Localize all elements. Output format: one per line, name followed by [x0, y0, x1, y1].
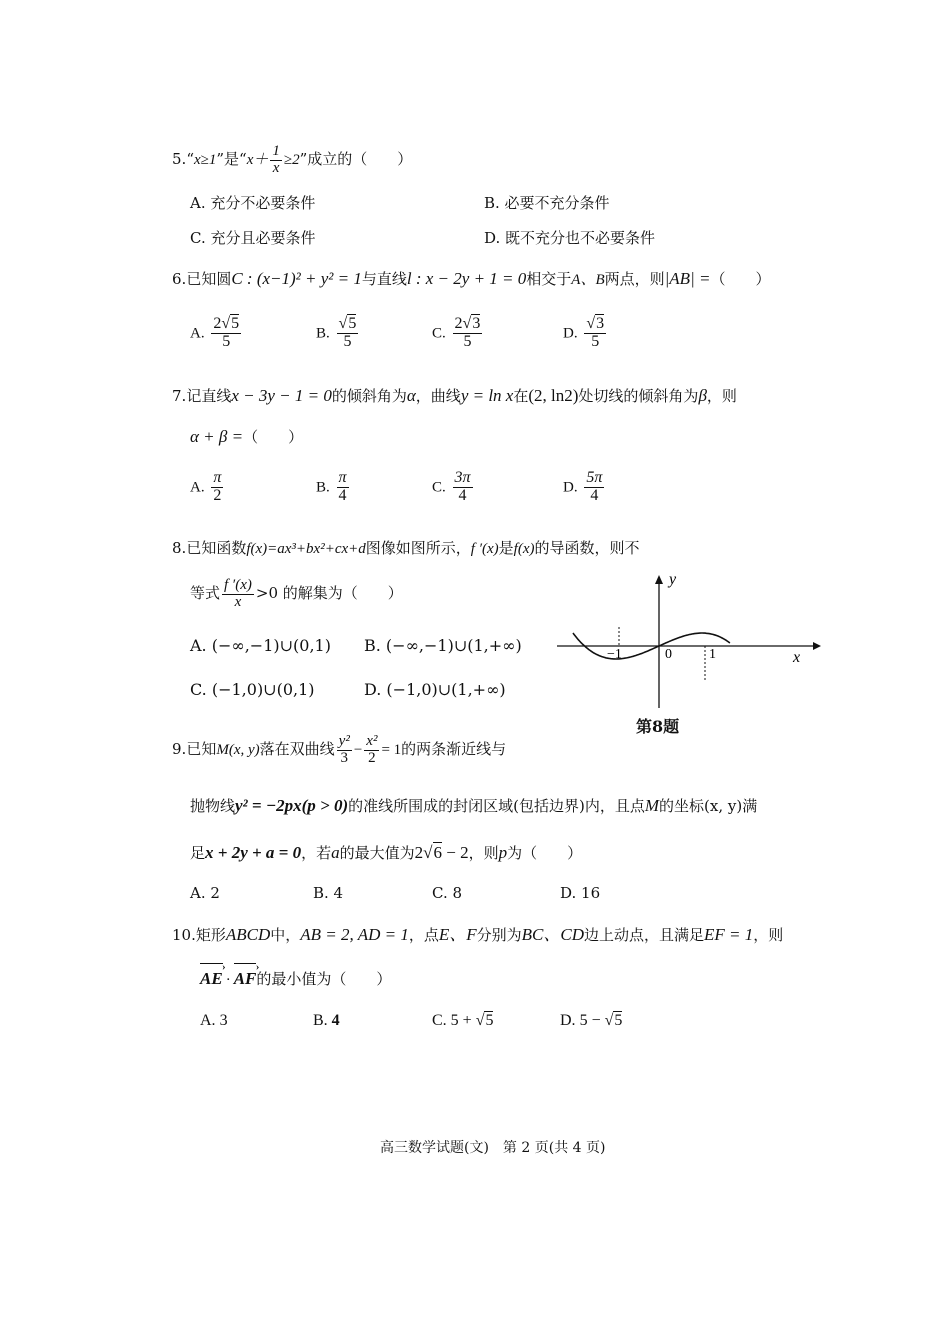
q5-option-c: C. 充分且必要条件 — [190, 229, 316, 247]
option-numerator: √3 — [586, 315, 605, 332]
stem-text: 落在双曲线 — [259, 740, 335, 758]
q9-option-a: A. 2 — [190, 884, 220, 902]
option-label: C. — [432, 1012, 451, 1029]
stem-text: ，若 — [301, 844, 332, 862]
option-label: D. — [563, 479, 578, 496]
question-number: 8. — [172, 539, 187, 557]
option-fraction — [211, 470, 223, 505]
stem-text: 等式 — [190, 584, 221, 602]
radicand: 5 — [348, 315, 357, 332]
q6-option-c — [432, 316, 484, 351]
vector-ae: AE › — [200, 966, 223, 992]
ef-condition: EF = 1 — [704, 925, 754, 944]
question-9-stem — [172, 726, 506, 773]
option-label: D. — [560, 1012, 580, 1029]
tick-label-1: 1 — [709, 647, 716, 662]
option-label: A. — [200, 1012, 220, 1029]
q7-option-a — [190, 470, 225, 505]
option-fraction — [453, 316, 483, 351]
quote-open: “ — [186, 150, 194, 168]
question-9-stem-line-2 — [190, 793, 757, 819]
option-value: 4 — [331, 1012, 340, 1029]
page-footer: 高三数学试题(文) 第 2 页(共 4 页) — [380, 1140, 606, 1156]
stem-text: （ ） — [243, 428, 304, 446]
option-numerator: 3π — [454, 469, 471, 486]
stem-text: 已知圆 — [186, 270, 232, 288]
q8-option-d: D. (−1,0)∪(1,+∞) — [364, 680, 506, 699]
stem-text: 中， — [270, 926, 301, 944]
stem-text: ”成立的（ ） — [299, 150, 413, 168]
q8-option-a: A. (−∞,−1)∪(0,1) — [190, 636, 331, 655]
option-denominator: 5 — [463, 332, 472, 350]
option-label: A. — [190, 479, 205, 496]
option-value: 5 + — [450, 1012, 476, 1029]
points-e-f: E、F — [438, 925, 477, 944]
dot-product-sign: · — [225, 972, 231, 988]
option-numerator: π — [338, 469, 347, 486]
stem-text: 足 — [190, 844, 206, 862]
q10-option-d: D. 5 − √5 — [560, 1012, 623, 1029]
q5-option-d: D. 既不充分也不必要条件 — [484, 229, 656, 247]
minus-sign: − — [353, 742, 363, 758]
stem-text: 与直线 — [361, 270, 407, 288]
option-denominator: 4 — [458, 486, 467, 504]
option-numerator: π — [213, 469, 222, 486]
stem-text: 是 — [498, 539, 514, 557]
q8-option-b: B. (−∞,−1)∪(1,+∞) — [364, 636, 522, 655]
option-label: B. — [316, 479, 330, 496]
stem-text: 为（ ） — [507, 844, 583, 862]
stem-text: >0 的解集为（ ） — [255, 584, 403, 602]
max-value: 2√6 − 2 — [414, 843, 469, 862]
alpha-symbol: α — [406, 386, 416, 405]
q9-option-b: B. 4 — [313, 884, 344, 902]
condition-2-part-b: ≥2 — [283, 152, 300, 168]
points: A、B — [571, 272, 605, 288]
option-value: 5 − — [579, 1012, 605, 1029]
segment-length: |AB| = — [664, 269, 711, 288]
stem-text: ，则 — [468, 844, 499, 862]
fraction — [270, 144, 282, 177]
q10-option-c: C. 5 + √5 — [432, 1012, 494, 1029]
fraction-numerator: 1 — [272, 142, 280, 159]
derivative: f ′(x) — [470, 541, 499, 557]
stem-text: 的倾斜角为 — [331, 387, 407, 405]
q10-option-b — [313, 1012, 340, 1030]
function-name: f(x) — [513, 541, 535, 557]
q7-option-b — [316, 470, 351, 505]
y-axis-arrow-icon — [655, 575, 663, 584]
radicand: 6 — [433, 843, 442, 862]
q6-option-b — [316, 316, 360, 351]
option-numerator: 2√5 — [213, 315, 240, 332]
q9-option-d: D. 16 — [560, 884, 601, 902]
inequality-fraction — [222, 578, 254, 611]
option-numerator: √5 — [338, 315, 357, 332]
stem-text: 的坐标(x, y)满 — [659, 797, 758, 815]
sides: BC、CD — [521, 925, 585, 944]
function-expression: f(x)=ax³+bx²+cx+d — [246, 541, 366, 557]
coef: 2 — [454, 315, 463, 332]
question-number: 5. — [172, 150, 187, 168]
question-6-stem — [172, 266, 770, 293]
circle-equation: C : (x−1)² + y² = 1 — [231, 269, 362, 288]
x-axis-label: x — [793, 649, 801, 666]
curve-equation: y = ln x — [460, 386, 514, 405]
option-fraction — [584, 470, 604, 505]
line-equation: l : x − 2y + 1 = 0 — [406, 269, 527, 288]
option-fraction — [453, 470, 473, 505]
stem-text: ，曲线 — [415, 387, 461, 405]
variable-a: a — [331, 843, 340, 862]
point-m: M — [644, 796, 660, 815]
rectangle-dimensions: AB = 2, AD = 1 — [300, 925, 409, 944]
fraction-denominator: 2 — [368, 749, 376, 766]
fraction-denominator: x — [234, 593, 242, 610]
constraint-equation: x + 2y + a = 0 — [205, 843, 302, 862]
rectangle-name: ABCD — [225, 925, 271, 944]
fraction-numerator: y² — [338, 732, 350, 749]
option-label: C. — [432, 325, 446, 342]
option-label: C. — [432, 479, 446, 496]
stem-text: 矩形 — [195, 926, 226, 944]
stem-text: 图像如图所示， — [365, 539, 471, 557]
stem-text: 处切线的倾斜角为 — [578, 387, 699, 405]
question-8-stem-line-2 — [190, 570, 403, 616]
question-10-stem — [172, 922, 783, 948]
stem-text: ，则 — [706, 387, 737, 405]
stem-text: 已知 — [186, 740, 217, 758]
question-7-stem-line-2 — [190, 424, 303, 450]
stem-text: 边上动点，且满足 — [584, 926, 705, 944]
option-denominator: 4 — [338, 486, 347, 504]
stem-text: 分别为 — [476, 926, 522, 944]
x-axis-arrow-icon — [813, 642, 821, 650]
option-label: A. — [190, 325, 205, 342]
question-5-stem — [172, 142, 412, 176]
question-number: 6. — [172, 270, 187, 288]
vector-af: AF › — [234, 966, 257, 992]
parabola-equation: y² = −2px(p > 0) — [235, 796, 349, 815]
option-label: B. — [316, 325, 330, 342]
stem-text: 的两条渐近线与 — [401, 740, 507, 758]
option-fraction — [584, 316, 606, 351]
fraction-denominator: x — [272, 159, 280, 176]
question-8-stem — [172, 535, 640, 562]
option-label: B. — [313, 1012, 332, 1029]
q7-option-c — [432, 470, 475, 505]
option-numerator: 5π — [586, 469, 603, 486]
stem-text: ，点 — [408, 926, 439, 944]
hyperbola-fraction-1 — [337, 734, 352, 767]
equals-one: = 1 — [381, 742, 402, 758]
radicand: 5 — [231, 315, 240, 332]
option-fraction — [337, 316, 359, 351]
beta-symbol: β — [698, 386, 707, 405]
fraction-numerator: f ′(x) — [224, 576, 252, 593]
stem-text: 的最大值为 — [339, 844, 415, 862]
q5-option-a: A. 充分不必要条件 — [190, 194, 316, 212]
question-9-stem-line-3 — [190, 840, 582, 866]
coef: 2 — [213, 315, 222, 332]
fraction-numerator: x² — [366, 732, 378, 749]
question-number: 7. — [172, 387, 187, 405]
figure-caption: 第8题 — [636, 717, 680, 736]
option-denominator: 5 — [343, 332, 352, 350]
stem-text: 的最小值为（ ） — [256, 970, 392, 988]
coef: 2 — [414, 843, 424, 862]
question-10-stem-line-2 — [200, 966, 391, 993]
question-number: 9. — [172, 740, 187, 758]
question-number: 10. — [172, 926, 196, 944]
option-denominator: 4 — [590, 486, 599, 504]
radicand: 5 — [614, 1012, 623, 1029]
condition-1: x≥1 — [193, 152, 217, 168]
stem-text: ”是“ — [216, 150, 247, 168]
q10-option-a — [200, 1012, 228, 1030]
radicand: 3 — [472, 315, 481, 332]
condition-2-part-a: x＋ — [246, 152, 269, 168]
option-denominator: 2 — [213, 486, 222, 504]
radicand: 3 — [596, 315, 605, 332]
tangent-point: (2, ln2) — [528, 386, 579, 405]
option-denominator: 5 — [591, 332, 600, 350]
angle-sum: α + β = — [190, 427, 244, 446]
option-label: D. — [563, 325, 578, 342]
q8-option-c: C. (−1,0)∪(0,1) — [190, 680, 315, 699]
q7-option-d — [563, 470, 606, 505]
stem-text: （ ） — [710, 270, 771, 288]
stem-text: 相交于 — [526, 270, 572, 288]
option-fraction — [337, 470, 349, 505]
tick-label-neg-1: −1 — [607, 647, 622, 662]
radicand: 5 — [485, 1012, 494, 1029]
stem-text: ，则 — [753, 926, 784, 944]
q9-option-c: C. 8 — [432, 884, 463, 902]
q8-function-graph — [555, 570, 825, 715]
minus-two: − 2 — [446, 843, 469, 862]
q6-option-d — [563, 316, 608, 351]
stem-text: 抛物线 — [190, 797, 236, 815]
question-7-stem — [172, 383, 737, 409]
stem-text: 已知函数 — [186, 539, 247, 557]
y-axis-label: y — [669, 571, 677, 588]
q5-option-b: B. 必要不充分条件 — [484, 194, 610, 212]
hyperbola-fraction-2 — [364, 734, 379, 767]
stem-text: 两点，则 — [604, 270, 665, 288]
option-numerator: 2√3 — [454, 315, 481, 332]
q6-option-a — [190, 316, 243, 351]
fraction-denominator: 3 — [340, 749, 348, 766]
point-m: M(x, y) — [216, 742, 260, 758]
stem-text: 的准线所围成的封闭区域(包括边界)内，且点 — [348, 797, 645, 815]
stem-text: 记直线 — [186, 387, 232, 405]
option-denominator: 5 — [222, 332, 231, 350]
option-value: 3 — [219, 1012, 228, 1029]
stem-text: 在 — [513, 387, 529, 405]
line-equation: x − 3y − 1 = 0 — [231, 386, 332, 405]
origin-label: 0 — [665, 647, 672, 662]
stem-text: 的导函数，则不 — [534, 539, 640, 557]
variable-p: p — [498, 843, 508, 862]
option-fraction — [211, 316, 241, 351]
